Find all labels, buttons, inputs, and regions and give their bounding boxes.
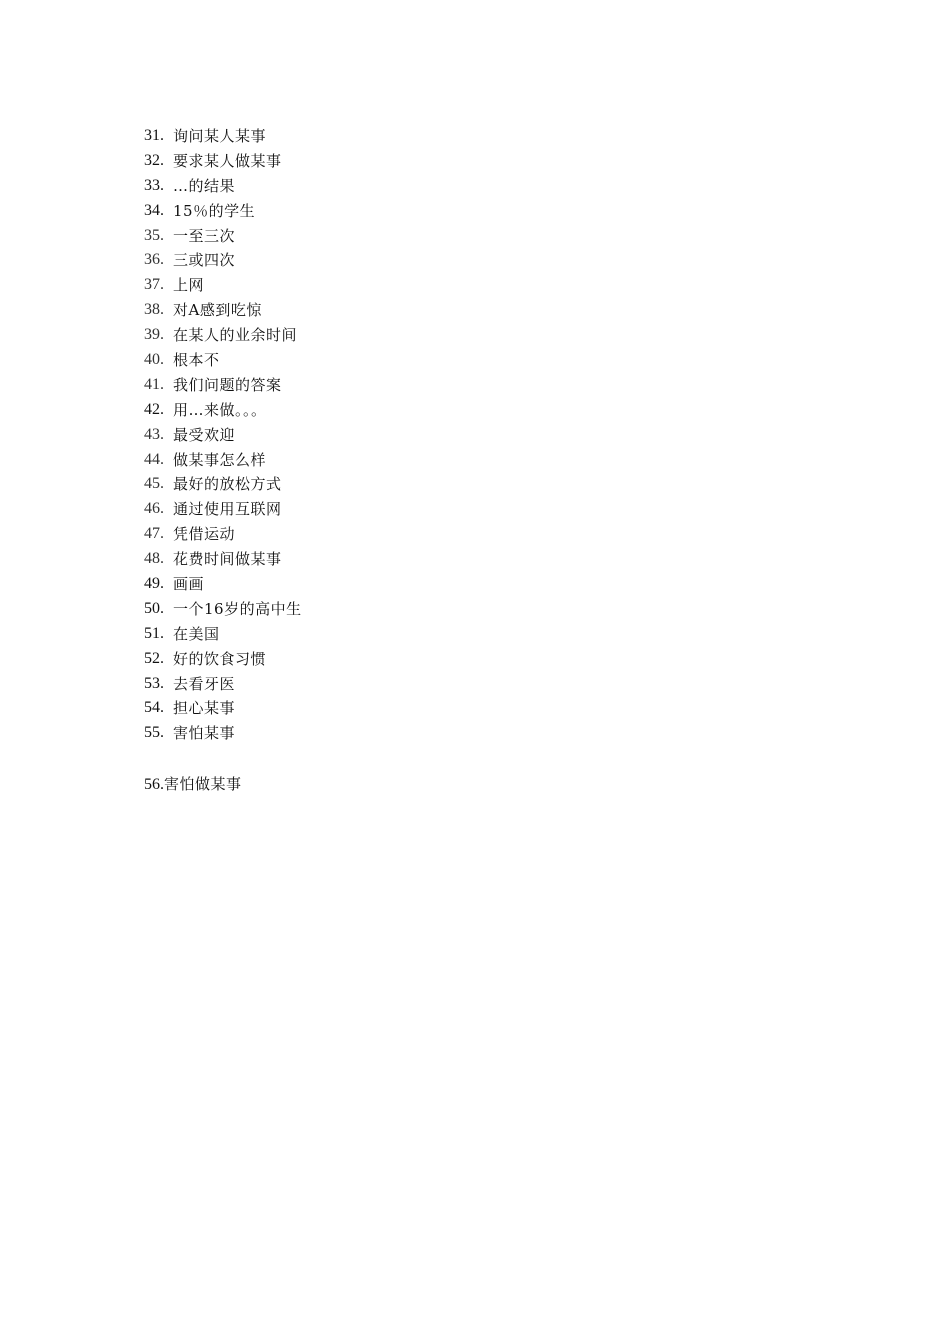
item-number: 49. — [144, 575, 164, 593]
item-text: 担心某事 — [173, 699, 236, 718]
item-text: 要求某人做某事 — [173, 151, 282, 170]
list-item — [144, 373, 302, 398]
item-text: 用…来做。。。 — [173, 400, 267, 419]
item-text: 我们问题的答案 — [173, 375, 282, 394]
list-item — [144, 174, 302, 199]
item-text: 在美国 — [173, 624, 220, 643]
item-text: 好的饮食习惯 — [173, 649, 267, 668]
item-text: 最好的放松方式 — [173, 475, 282, 494]
item-number: 55. — [144, 724, 164, 742]
item-number: 51. — [144, 624, 164, 642]
item-text: 做某事怎么样 — [173, 450, 267, 469]
list-item — [144, 472, 302, 497]
item-number: 36. — [144, 251, 164, 269]
item-number: 46. — [144, 500, 164, 518]
item-text: 三或四次 — [173, 251, 236, 270]
item-text: 去看牙医 — [173, 674, 236, 693]
list-item — [144, 572, 302, 597]
list-item — [144, 597, 302, 622]
list-item — [144, 448, 302, 473]
list-item — [144, 647, 302, 672]
item-text: 询问某人某事 — [173, 127, 267, 145]
phrase-list — [144, 124, 302, 746]
item-number: 44. — [144, 450, 164, 468]
item-number: 33. — [144, 176, 164, 194]
item-text: 15％的学生 — [173, 201, 256, 220]
list-item — [144, 248, 302, 273]
item-number: 35. — [144, 226, 164, 244]
item-text: 害怕做某事 — [164, 775, 242, 793]
list-item — [144, 547, 302, 572]
list-item — [144, 199, 302, 224]
item-text: 害怕某事 — [173, 724, 236, 743]
item-text: 在某人的业余时间 — [173, 326, 298, 345]
item-number: 47. — [144, 525, 164, 543]
final-list-item — [144, 772, 242, 796]
list-item — [144, 273, 302, 298]
item-number: 40. — [144, 351, 164, 369]
item-text: 根本不 — [173, 351, 220, 370]
item-number: 45. — [144, 475, 164, 493]
item-text: 凭借运动 — [173, 525, 236, 544]
item-text: 花费时间做某事 — [173, 550, 282, 569]
list-item — [144, 696, 302, 721]
item-number: 31. — [144, 127, 164, 144]
item-text: 通过使用互联网 — [173, 500, 282, 519]
list-item — [144, 672, 302, 697]
list-item — [144, 721, 302, 746]
item-number: 50. — [144, 599, 164, 617]
item-number: 32. — [144, 151, 164, 169]
list-item — [144, 398, 302, 423]
list-item — [144, 497, 302, 522]
list-item — [144, 348, 302, 373]
list-item — [144, 423, 302, 448]
item-text: 一个16岁的高中生 — [173, 599, 302, 618]
item-text: 画画 — [173, 575, 205, 594]
item-text: 上网 — [173, 276, 205, 295]
item-number: 48. — [144, 550, 164, 568]
list-item — [144, 149, 302, 174]
list-item — [144, 622, 302, 647]
item-text: 一至三次 — [173, 226, 236, 245]
list-item — [144, 124, 302, 149]
item-number: 54. — [144, 699, 164, 717]
list-item — [144, 298, 302, 323]
item-number: 53. — [144, 674, 164, 692]
list-item — [144, 224, 302, 249]
item-text: 对A感到吃惊 — [173, 301, 262, 320]
item-number: 37. — [144, 276, 164, 294]
item-number: 42. — [144, 400, 164, 418]
list-item — [144, 323, 302, 348]
item-text: …的结果 — [173, 176, 236, 195]
item-number: 39. — [144, 326, 164, 344]
item-number: 38. — [144, 301, 164, 319]
item-number: 43. — [144, 425, 164, 443]
item-number: 41. — [144, 375, 164, 393]
item-number: 52. — [144, 649, 164, 667]
item-text: 最受欢迎 — [173, 425, 236, 444]
item-number: 56. — [144, 776, 164, 793]
list-item — [144, 522, 302, 547]
item-number: 34. — [144, 201, 164, 219]
